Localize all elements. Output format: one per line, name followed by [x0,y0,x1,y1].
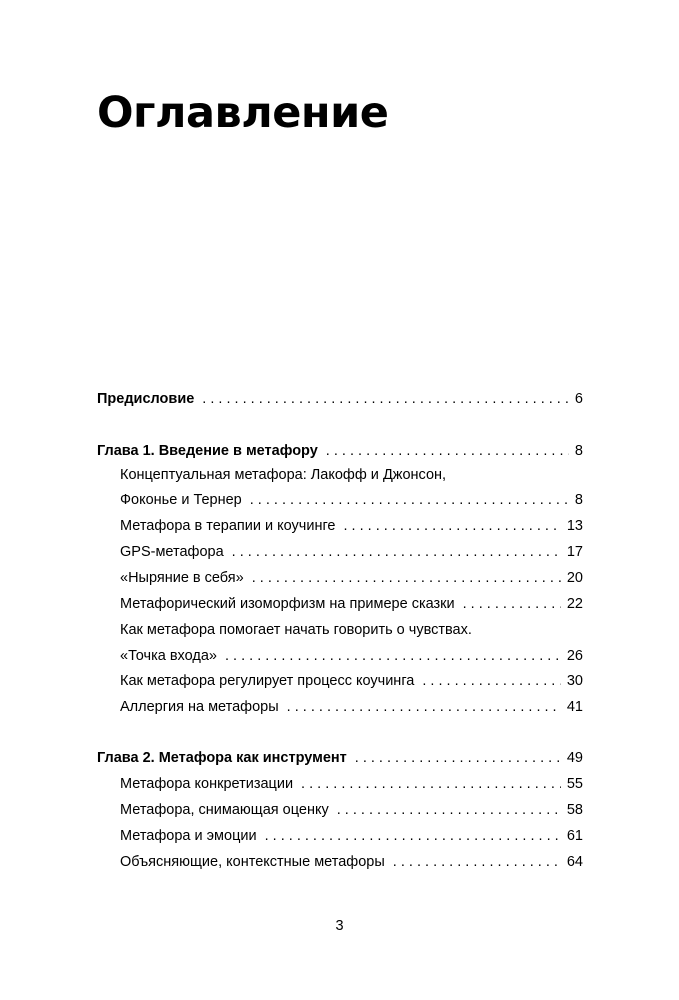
dot-leader [337,800,561,820]
toc-entry-preface[interactable] [97,389,583,409]
toc-entry-page: 20 [566,570,583,586]
toc-entry-page: 8 [574,492,583,508]
toc-entry-page: 64 [566,854,583,870]
toc-entry-text: Концептуальная метафора: Лакофф и Джонсон, [120,467,447,483]
page-title: Оглавление [97,88,389,138]
dot-leader [287,697,561,717]
dot-leader [225,646,561,666]
toc-entry-page: 13 [566,518,583,534]
toc-entry[interactable] [120,852,583,872]
dot-leader [393,852,561,872]
toc-entry[interactable] [120,697,583,717]
dot-leader [232,542,561,562]
toc-entry-text: «Ныряние в себя» [120,570,244,586]
toc-entry-text: Как метафора регулирует процесс коучинга [120,673,415,689]
toc-entry-page: 55 [566,776,583,792]
toc-entry[interactable] [120,490,583,510]
toc-entry-text: Аллергия на метафоры [120,699,279,715]
toc-entry-text: Фоконье и Тернер [120,492,242,508]
toc-entry-line[interactable] [120,620,583,640]
dot-leader [202,389,569,409]
toc-entry-chapter-1[interactable] [97,441,583,461]
toc-entry-text: Предисловие [97,391,195,407]
toc-entry-page: 17 [566,544,583,560]
toc-entry-text: Метафорический изоморфизм на примере сказки [120,596,455,612]
toc-entry-text: GPS-метафора [120,544,224,560]
dot-leader [343,516,560,536]
toc-entry-page: 61 [566,828,583,844]
toc-entry[interactable] [120,568,583,588]
dot-leader [422,671,561,691]
toc-entry[interactable] [120,800,583,820]
toc-entry-page: 22 [566,596,583,612]
dot-leader [355,748,561,768]
dot-leader [250,490,569,510]
page-number: 3 [335,918,344,934]
toc-entry-chapter-2[interactable] [97,748,583,768]
toc-entry[interactable] [120,671,583,691]
toc-entry-text: «Точка входа» [120,648,217,664]
toc-entry-page: 6 [574,391,583,407]
toc-entry[interactable] [120,646,583,666]
toc-entry-page: 58 [566,802,583,818]
toc-entry[interactable] [120,542,583,562]
toc-entry-page: 41 [566,699,583,715]
dot-leader [301,774,561,794]
toc-entry[interactable] [120,594,583,614]
dot-leader [326,441,569,461]
toc-entry[interactable] [120,826,583,846]
toc-entry[interactable] [120,516,583,536]
toc-entry-text: Метафора в терапии и коучинге [120,518,336,534]
toc-entry-page: 49 [566,750,583,766]
toc-entry-text: Метафора конкретизации [120,776,294,792]
toc-entry-page: 26 [566,648,583,664]
dot-leader [252,568,561,588]
dot-leader [463,594,561,614]
toc-entry-page: 30 [566,673,583,689]
toc-entry-text: Объясняющие, контекстные метафоры [120,854,385,870]
toc-entry-page: 8 [574,443,583,459]
toc-entry-text: Как метафора помогает начать говорить о чувствах. [120,622,472,638]
dot-leader [265,826,561,846]
toc-entry-text: Глава 1. Введение в метафору [97,443,318,459]
toc-entry-text: Метафора, снимающая оценку [120,802,329,818]
toc-entry-text: Метафора и эмоции [120,828,257,844]
toc-entry-line[interactable] [120,465,583,485]
toc-entry[interactable] [120,774,583,794]
toc-entry-text: Глава 2. Метафора как инструмент [97,750,347,766]
